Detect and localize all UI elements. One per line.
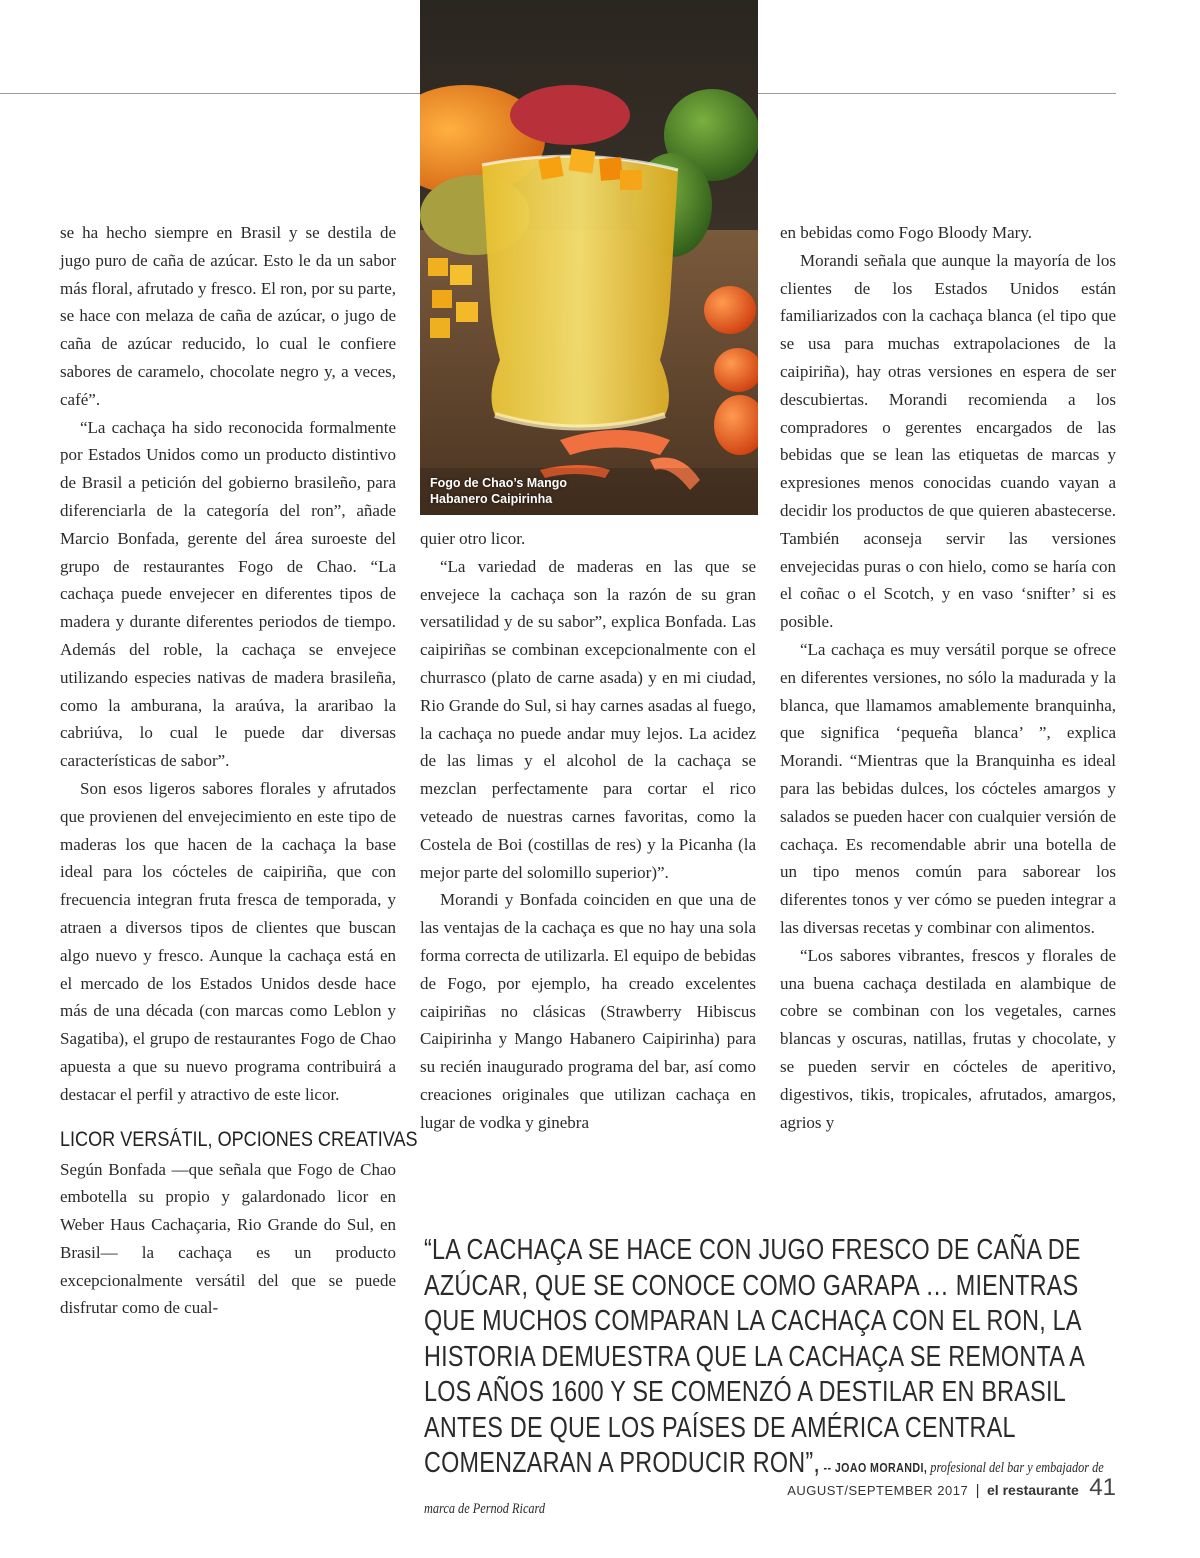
photo-caption-line-2: Habanero Caipirinha	[430, 492, 553, 506]
column3-paragraph-3: “La cachaça es muy versátil porque se ofrece en diferentes versiones, no sólo la madurada y la blanca, que llamamos amablemente branquinha, que significa ‘pequeña blanca’ ”, explica Morandi. “Mientras que la Branquinha es ideal para las bebidas dulces, los cócteles amargos y salados se pueden hacer con cualquier versión de cachaça. Es recomendable abrir una botella de un tipo menos común para saborear los diferentes tonos y ver cómo se pueden integrar a las diversas recetas y combinar con alimentos.	[780, 639, 1116, 937]
photo-caption-line-1: Fogo de Chao’s Mango	[430, 476, 568, 490]
column3-paragraph-2: Morandi señala que aunque la mayoría de los clientes de los Estados Unidos están familiarizados con la cachaça blanca (el tipo que se usa para muchas extrapolaciones de la caipiriña), hay otras versiones en espera de ser descubiertas. Morandi recomienda a los compradores o gerentes encargados de las bebidas que se lean las etiquetas de marcas y expresiones menos conocidas cuando vayan a decidir los productos de que quieren abastecerse. También aconseja servir las versiones envejecidas puras o con hielo, como se haría con el coñac o el Scotch, y en vaso ‘snifter’ si es posible.	[780, 250, 1116, 632]
article-column-1	[60, 219, 418, 1322]
magazine-name: el restaurante	[987, 1482, 1079, 1498]
article-column-2	[420, 525, 756, 1137]
pull-quote-text: “LA CACHAÇA SE HACE CON JUGO FRESCO DE CAÑA DE AZÚCAR, QUE SE CONOCE COMO GARAPA … MIENTRAS QUE MUCHOS COMPARAN LA CACHAÇA CON EL RON, LA HISTORIA DEMUESTRA QUE LA CACHAÇA SE REMONTA A LOS AÑOS 1600 Y SE COMENZÓ A DESTILAR EN BRASIL ANTES DE QUE LOS PAÍSES DE AMÉRICA CENTRAL COMENZARAN A PRODUCIR RON”,	[424, 1234, 1084, 1479]
column2-paragraph-3: Morandi y Bonfada coinciden en que una de las ventajas de la cachaça es que no hay una sola forma correcta de utilizarla. El equipo de bebidas de Fogo, por ejemplo, ha creado excelentes caipiriñas no clásicas (Strawberry Hibiscus Caipirinha y Mango Habanero Caipirinha) para su recién inaugurado programa del bar, así como creaciones originales que utilizan cachaça en lugar de vodka y ginebra	[420, 890, 756, 1132]
page-number: 41	[1089, 1474, 1116, 1501]
page-footer	[787, 1474, 1116, 1502]
issue-date: AUGUST/SEPTEMBER 2017	[787, 1483, 969, 1498]
column2-paragraph-1: quier otro licor.	[420, 529, 526, 548]
column3-paragraph-1: en bebidas como Fogo Bloody Mary.	[780, 223, 1032, 242]
column3-paragraph-4: “Los sabores vibrantes, frescos y florales de una buena cachaça destilada en alambique de cobre se combinan con los vegetales, carnes blancas y oscuras, natillas, frutas y chocolate, y se pueden servir en cócteles de aperitivo, digestivos, tikis, tropicales, afrutados, amargos, agrios y	[780, 945, 1116, 1132]
footer-separator: |	[975, 1482, 980, 1499]
cocktail-illustration	[420, 0, 758, 515]
column2-paragraph-2: “La variedad de maderas en las que se envejece la cachaça son la razón de su gran versatilidad y de su sabor”, explica Bonfada. Las caipiriñas se combinan excepcionalmente con el churrasco (plato de carne asada) y en mi ciudad, Rio Grande do Sul, si hay carnes asadas al fuego, la cachaça no puede andar muy lejos. La acidez de las limas y el alcohol de la cachaça se mezclan perfectamente para cortar el rico veteado de nuestras carnes favoritas, como la Costela de Boi (costillas de res) y la Picanha (la mejor parte del solomillo superior)”.	[420, 556, 756, 882]
cocktail-photo	[420, 0, 758, 515]
section-subhead: LICOR VERSÁTIL, OPCIONES CREATIVAS	[60, 1127, 418, 1151]
column1-paragraph-1: se ha hecho siempre en Brasil y se destila de jugo puro de caña de azúcar. Esto le da un sabor más floral, afrutado y fresco. El ron, por su parte, se hace con melaza de caña de azúcar, o jugo de caña de azúcar reducido, lo cual le confiere sabores de caramelo, chocolate negro y, a veces, café”.	[60, 223, 396, 409]
column1-paragraph-3: Son esos ligeros sabores florales y afrutados que provienen del envejecimiento en este tipo de maderas los que hacen de la cachaça la base ideal para los cócteles de caipiriña, que con frecuencia integran fruta fresca de temporada, y atraen a diversos tipos de clientes que buscan algo nuevo y fresco. Aunque la cachaça está en el mercado de los Estados Unidos desde hace más de una década (con marcas como Leblon y Sagatiba), el grupo de restaurantes Fogo de Chao apuesta a que su nuevo programa contribuirá a destacar el perfil y atractivo de este licor.	[60, 778, 396, 1104]
column1-paragraph-4: Según Bonfada —que señala que Fogo de Chao embotella su propio y galardonado licor en Weber Haus Cachaçaria, Rio Grande do Sul, en Brasil— la cachaça es un producto excepcionalmente versátil del que se puede disfrutar como de cual-	[60, 1159, 396, 1318]
photo-caption	[430, 475, 567, 507]
article-column-3	[780, 219, 1116, 1136]
pull-quote-attribution-name: -- JOAO MORANDI,	[820, 1460, 928, 1475]
column1-paragraph-2: “La cachaça ha sido reconocida formalmente por Estados Unidos como un producto distintivo de Brasil a petición del gobierno brasileño, para diferenciarla de la categoría del ron”, añade Marcio Bonfada, gerente del área suroeste del grupo de restaurantes Fogo de Chao. “La cachaça puede envejecer en diferentes tipos de madera y durante diferentes periodos de tiempo. Además del roble, la cachaça se envejece utilizando especies nativas de madera brasileña, como la amburana, la araúva, la araribao la cabriúva, lo cual le puede dar diversas características de sabor”.	[60, 417, 396, 771]
pull-quote-attribution-role: profesional del bar y embajador de marca de Pernod Ricard	[424, 1460, 1104, 1517]
